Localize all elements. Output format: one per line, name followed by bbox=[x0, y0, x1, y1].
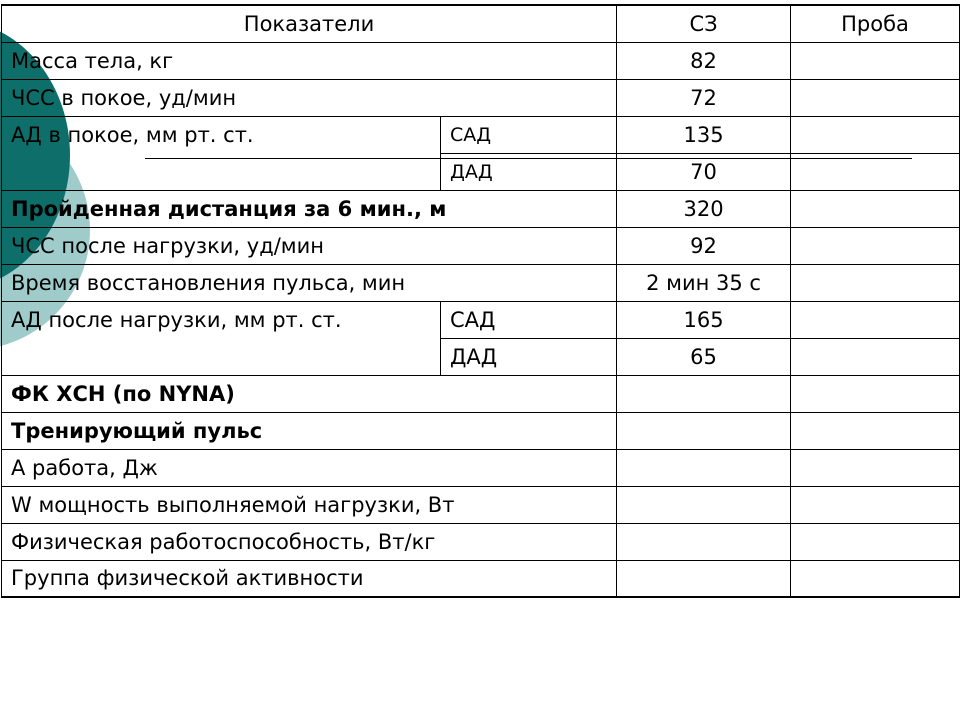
sz-cell bbox=[617, 523, 791, 560]
table-row bbox=[2, 79, 960, 116]
header-sz: СЗ bbox=[617, 5, 791, 42]
table-row bbox=[2, 449, 960, 486]
row-label: АД после нагрузки, мм рт. ст. bbox=[2, 301, 441, 375]
table-row bbox=[2, 190, 960, 227]
table-row bbox=[2, 375, 960, 412]
sz-cell bbox=[617, 412, 791, 449]
proba-cell bbox=[791, 523, 960, 560]
table-row bbox=[2, 42, 960, 79]
sz-cell bbox=[617, 375, 791, 412]
table-header-row bbox=[2, 5, 960, 42]
table-row bbox=[2, 560, 960, 597]
proba-cell bbox=[791, 412, 960, 449]
row-label: Время восстановления пульса, мин bbox=[2, 264, 617, 301]
sz-value: 72 bbox=[617, 79, 791, 116]
row-label: Физическая работоспособность, Вт/кг bbox=[2, 523, 617, 560]
proba-cell bbox=[791, 301, 960, 338]
proba-cell bbox=[791, 338, 960, 375]
dad-label: ДАД bbox=[441, 153, 617, 190]
sz-value: 82 bbox=[617, 42, 791, 79]
sad-label: САД bbox=[441, 116, 617, 153]
sz-value: 2 мин 35 с bbox=[617, 264, 791, 301]
header-indicator: Показатели bbox=[2, 5, 617, 42]
row-label: Пройденная дистанция за 6 мин., м bbox=[2, 190, 617, 227]
sad-label: САД bbox=[441, 301, 617, 338]
proba-cell bbox=[791, 42, 960, 79]
row-label: ЧСС после нагрузки, уд/мин bbox=[2, 227, 617, 264]
table-row bbox=[2, 486, 960, 523]
sz-value: 135 bbox=[617, 116, 791, 153]
row-label: Группа физической активности bbox=[2, 560, 617, 597]
sz-value: 165 bbox=[617, 301, 791, 338]
table-row bbox=[2, 523, 960, 560]
table-row bbox=[2, 412, 960, 449]
divider-line bbox=[145, 158, 912, 159]
proba-cell bbox=[791, 190, 960, 227]
sz-value: 70 bbox=[617, 153, 791, 190]
proba-cell bbox=[791, 264, 960, 301]
sz-cell bbox=[617, 560, 791, 597]
row-label: АД в покое, мм рт. ст. bbox=[2, 116, 441, 190]
sz-value: 92 bbox=[617, 227, 791, 264]
row-label: ЧСС в покое, уд/мин bbox=[2, 79, 617, 116]
proba-cell bbox=[791, 560, 960, 597]
row-label: А работа, Дж bbox=[2, 449, 617, 486]
proba-cell bbox=[791, 449, 960, 486]
proba-cell bbox=[791, 116, 960, 153]
row-label: ФК ХСН (по NYNA) bbox=[2, 375, 617, 412]
table-row bbox=[2, 116, 960, 153]
dad-label: ДАД bbox=[441, 338, 617, 375]
proba-cell bbox=[791, 79, 960, 116]
proba-cell bbox=[791, 227, 960, 264]
table-row bbox=[2, 301, 960, 338]
table-row bbox=[2, 227, 960, 264]
sz-cell bbox=[617, 449, 791, 486]
indicators-table bbox=[1, 4, 960, 598]
row-label: Тренирующий пульс bbox=[2, 412, 617, 449]
header-proba: Проба bbox=[791, 5, 960, 42]
proba-cell bbox=[791, 486, 960, 523]
sz-value: 65 bbox=[617, 338, 791, 375]
sz-value: 320 bbox=[617, 190, 791, 227]
sz-cell bbox=[617, 486, 791, 523]
row-label: W мощность выполняемой нагрузки, Вт bbox=[2, 486, 617, 523]
row-label: Масса тела, кг bbox=[2, 42, 617, 79]
proba-cell bbox=[791, 375, 960, 412]
table-row bbox=[2, 264, 960, 301]
